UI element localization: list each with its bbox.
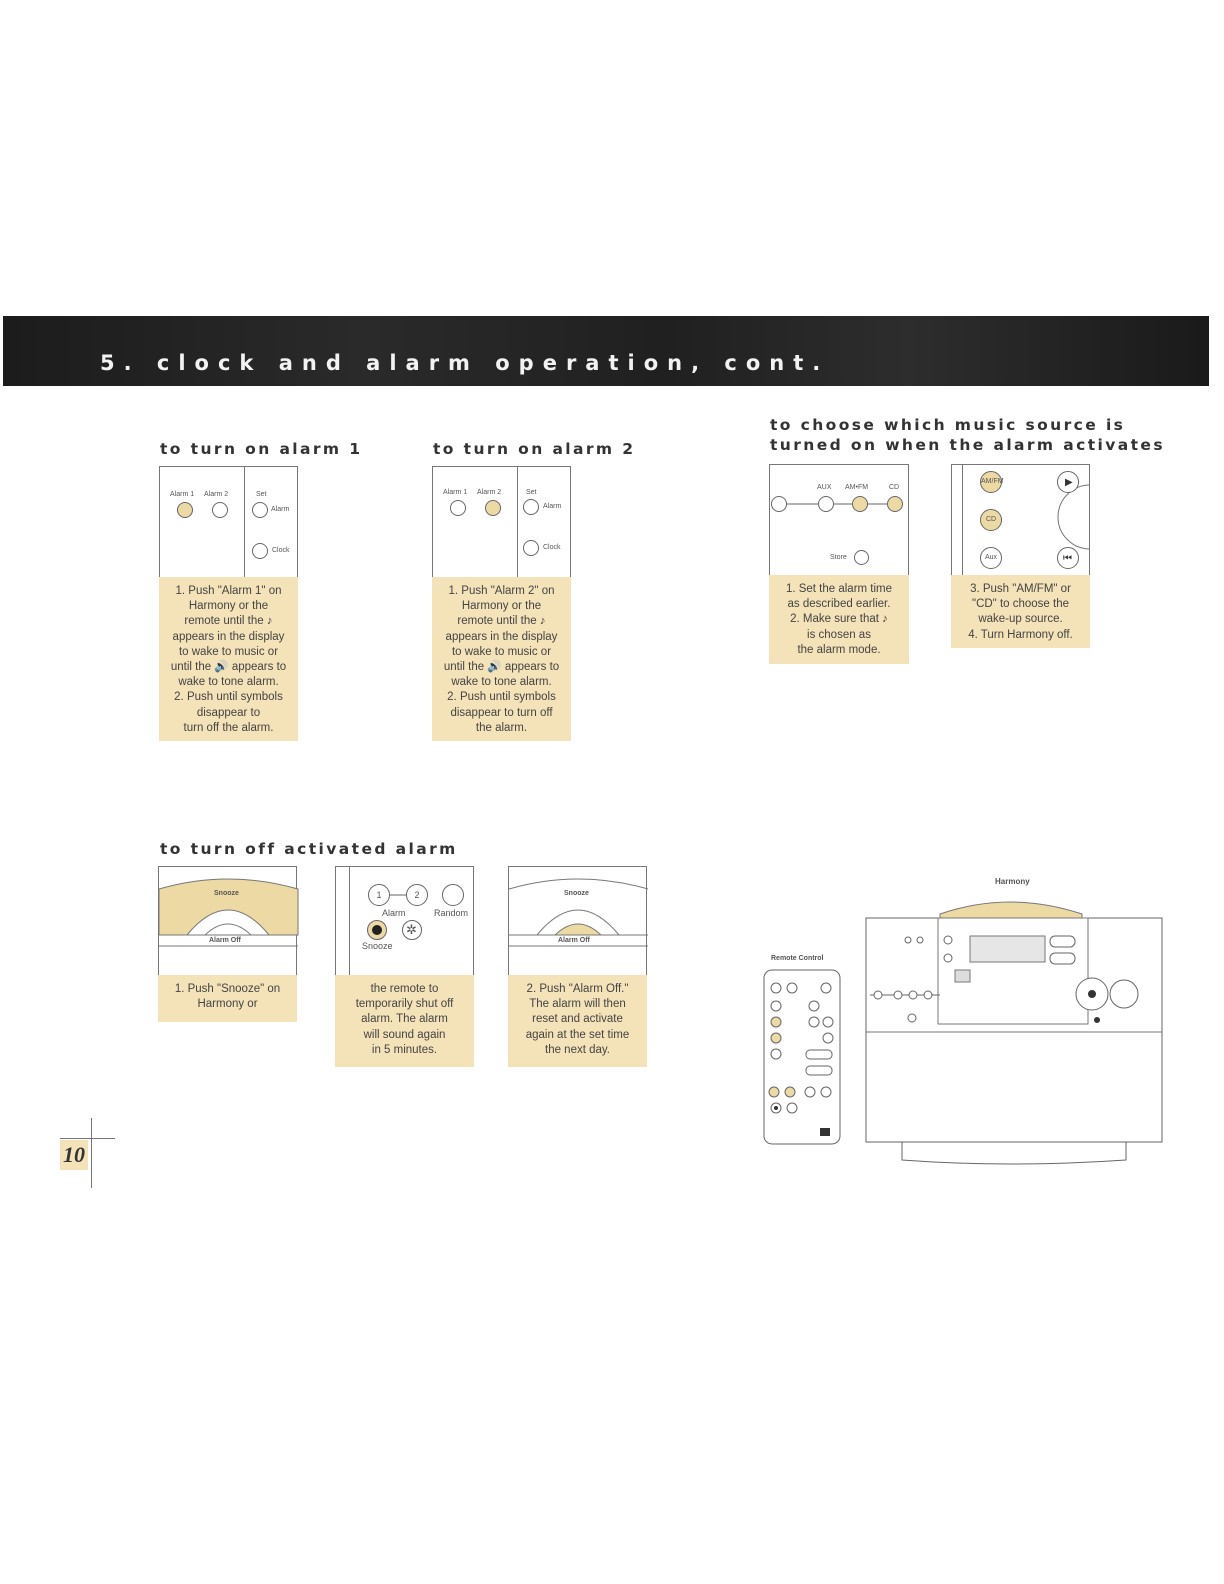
gear-icon: ✲ <box>406 922 417 937</box>
source-panel-left <box>769 464 909 576</box>
aux-button-label: Aux <box>984 554 998 561</box>
set-label: Set <box>526 489 537 496</box>
caption-line: 4. Turn Harmony off. <box>968 628 1073 641</box>
caption-line: the next day. <box>545 1043 610 1056</box>
caption-line: turn off the alarm. <box>183 721 274 734</box>
alarm2-heading: to turn on alarm 2 <box>433 440 636 458</box>
cd-button[interactable] <box>887 496 903 512</box>
store-button[interactable] <box>854 550 869 565</box>
random-remote-button[interactable] <box>442 884 464 906</box>
alarm2-label: Alarm 2 <box>204 491 229 498</box>
clock-label: Clock <box>272 547 290 554</box>
alarm1-remote-button[interactable] <box>368 884 390 906</box>
dial-remote-button[interactable] <box>402 920 422 940</box>
alarm-off-label: Alarm Off <box>558 937 590 944</box>
power-button[interactable] <box>771 496 787 512</box>
alarm2-panel <box>432 466 571 578</box>
alarm2-number: 2 <box>414 890 420 900</box>
skip-back-icon: ⏮ <box>1063 553 1072 564</box>
alarm2-label: Alarm 2 <box>477 489 502 496</box>
snooze-remote-button[interactable] <box>367 920 387 940</box>
caption-line: the remote to <box>370 983 439 995</box>
source-heading-line2: turned on when the alarm activates <box>770 436 1165 454</box>
store-label: Store <box>830 554 847 561</box>
set-clock-button[interactable] <box>252 543 268 559</box>
remote-control-label: Remote Control <box>771 955 824 962</box>
snooze-caption <box>158 975 297 1022</box>
caption-line: again at the set time <box>525 1028 630 1041</box>
source-caption-left <box>769 575 909 664</box>
caption-line: will sound again <box>363 1028 446 1041</box>
crop-mark-horizontal <box>60 1138 115 1139</box>
caption-line: disappear to turn off <box>450 706 553 719</box>
set-alarm-button[interactable] <box>252 502 268 518</box>
alarm1-label: Alarm 1 <box>170 491 195 498</box>
caption-line: the alarm mode. <box>797 643 881 656</box>
snooze-dot-icon <box>372 925 382 935</box>
alarm1-button[interactable] <box>450 500 466 516</box>
source-heading-line1: to choose which music source is <box>770 416 1126 434</box>
alarm-label: Alarm <box>543 503 562 510</box>
alarm2-button[interactable] <box>212 502 228 518</box>
caption-line: wake-up source. <box>978 613 1063 626</box>
harmony-top-illustration-alarm-off <box>509 867 648 977</box>
remote-control-illustration <box>762 968 842 1146</box>
aux-source-button[interactable] <box>980 547 1002 569</box>
alarm2-button[interactable] <box>485 500 501 516</box>
set-clock-button[interactable] <box>523 540 539 556</box>
remote-snooze-panel <box>335 866 474 976</box>
caption-line: alarm. The alarm <box>361 1013 448 1026</box>
alarm-label: Alarm <box>271 506 290 513</box>
previous-button[interactable] <box>1057 547 1079 569</box>
clock-label: Clock <box>543 544 561 551</box>
caption-line: 1. Push "Alarm 1" on <box>175 585 282 597</box>
play-icon: ▶ <box>1065 477 1073 488</box>
caption-line: 1. Push "Snooze" on <box>174 983 281 995</box>
aux-button[interactable] <box>818 496 834 512</box>
alarm-off-panel <box>508 866 647 976</box>
caption-line: 2. Push until symbols <box>447 691 556 704</box>
snooze-remote-label: Snooze <box>362 941 393 951</box>
harmony-top-illustration <box>159 867 298 977</box>
alarm1-label: Alarm 1 <box>443 489 468 496</box>
alarm1-button[interactable] <box>177 502 193 518</box>
caption-line: until the 🔊 appears to <box>170 661 287 674</box>
caption-line: reset and activate <box>532 1013 623 1026</box>
alarm-off-label: Alarm Off <box>209 937 241 944</box>
caption-line: 1. Set the alarm time <box>785 583 893 595</box>
amfm-button-label: AM/FM <box>981 478 1004 485</box>
alarm-off-caption <box>508 975 647 1067</box>
harmony-unit-illustration <box>860 890 1165 1170</box>
crop-mark-vertical <box>91 1118 92 1188</box>
caption-line: "CD" to choose the <box>971 598 1070 611</box>
alarm1-caption <box>159 577 298 741</box>
caption-line: remote until the ♪ <box>184 615 273 628</box>
caption-line: 2. Make sure that ♪ <box>790 613 888 626</box>
caption-line: Harmony or the <box>188 600 269 613</box>
page-number: 10 <box>60 1140 88 1170</box>
alarm1-number: 1 <box>376 890 382 900</box>
caption-line: to wake to music or <box>178 645 279 658</box>
caption-line: appears in the display <box>445 630 558 643</box>
cd-source-button[interactable] <box>980 509 1002 531</box>
caption-line: as described earlier. <box>787 598 891 611</box>
caption-line: disappear to <box>196 706 261 719</box>
caption-line: Harmony or <box>197 998 258 1011</box>
harmony-label: Harmony <box>995 877 1030 886</box>
caption-line: in 5 minutes. <box>371 1043 438 1056</box>
cd-button-label: CD <box>985 516 997 523</box>
caption-line: wake to tone alarm. <box>178 676 279 689</box>
aux-label: AUX <box>817 484 832 491</box>
turnoff-heading: to turn off activated alarm <box>160 840 458 858</box>
set-alarm-button[interactable] <box>523 499 539 515</box>
caption-line: until the 🔊 appears to <box>443 661 560 674</box>
remote-snooze-caption <box>335 975 474 1067</box>
random-label: Random <box>434 908 469 918</box>
caption-line: remote until the ♪ <box>457 615 546 628</box>
caption-line: The alarm will then <box>529 998 626 1011</box>
amfm-source-button[interactable] <box>980 471 1002 493</box>
caption-line: Harmony or the <box>461 600 542 613</box>
caption-line: 1. Push "Alarm 2" on <box>448 585 555 597</box>
caption-line: to wake to music or <box>451 645 552 658</box>
source-panel-right <box>951 464 1090 576</box>
caption-line: the alarm. <box>475 721 528 734</box>
alarm2-caption <box>432 577 571 741</box>
alarm-remote-label: Alarm <box>382 908 406 918</box>
amfm-label: AM•FM <box>845 484 869 491</box>
play-button[interactable] <box>1057 471 1079 493</box>
amfm-button[interactable] <box>852 496 868 512</box>
set-label: Set <box>256 491 267 498</box>
caption-line: appears in the display <box>172 630 285 643</box>
alarm1-heading: to turn on alarm 1 <box>160 440 363 458</box>
snooze-label: Snooze <box>564 890 589 897</box>
cd-label: CD <box>889 484 900 491</box>
source-caption-right <box>951 575 1090 648</box>
caption-line: 3. Push "AM/FM" or <box>970 583 1071 595</box>
caption-line: temporarily shut off <box>355 998 454 1011</box>
caption-line: 2. Push until symbols <box>174 691 283 704</box>
snooze-label: Snooze <box>214 890 239 897</box>
snooze-panel <box>158 866 297 976</box>
caption-line: wake to tone alarm. <box>451 676 552 689</box>
caption-line: 2. Push "Alarm Off." <box>526 983 629 995</box>
section-title: 5. clock and alarm operation, cont. <box>100 351 830 375</box>
alarm2-remote-button[interactable] <box>406 884 428 906</box>
alarm1-panel <box>159 466 298 578</box>
caption-line: is chosen as <box>807 628 871 641</box>
